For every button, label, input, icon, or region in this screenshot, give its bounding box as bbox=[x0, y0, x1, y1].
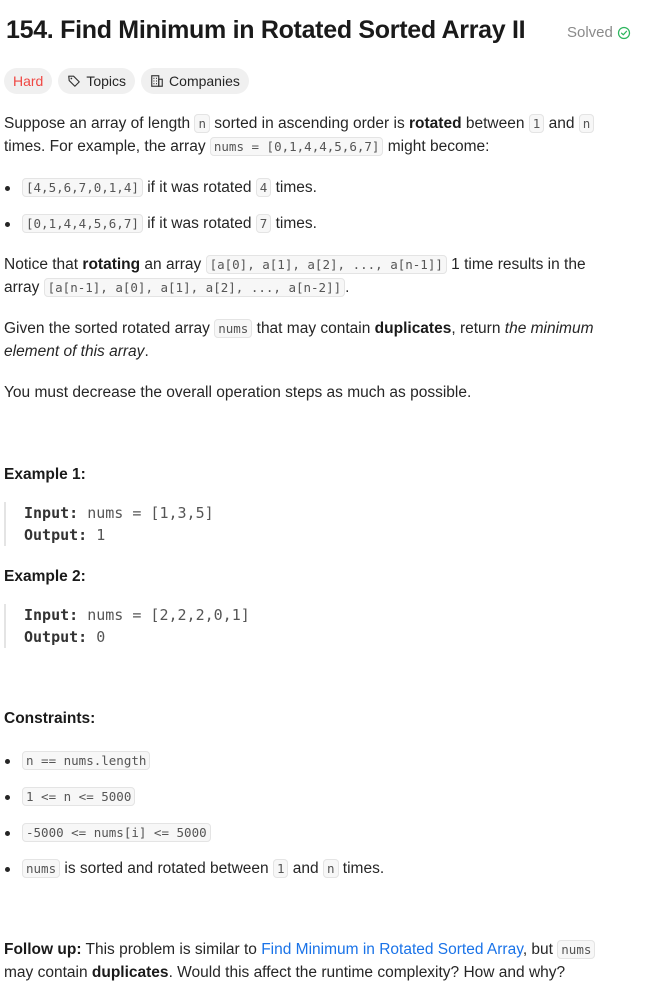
italic-text: element of this array bbox=[4, 343, 145, 360]
constraint-code: -5000 <= nums[i] <= 5000 bbox=[22, 823, 211, 842]
list-item bbox=[4, 749, 644, 772]
code-nums: nums bbox=[214, 319, 252, 338]
companies-button[interactable] bbox=[141, 68, 249, 94]
example-1-title: Example 1: bbox=[4, 466, 86, 483]
code-1: 1 bbox=[273, 859, 289, 878]
topics-button[interactable] bbox=[58, 68, 135, 94]
text: Given the sorted rotated array bbox=[4, 320, 215, 337]
text: This problem is similar to bbox=[81, 941, 262, 958]
followup-paragraph bbox=[4, 938, 644, 984]
code-array: [4,5,6,7,0,1,4] bbox=[22, 178, 143, 197]
code-count: 4 bbox=[256, 178, 272, 197]
text: , return bbox=[451, 320, 505, 337]
text: . bbox=[144, 343, 149, 360]
constraint-code: n == nums.length bbox=[22, 751, 150, 770]
text: times. bbox=[338, 860, 385, 877]
example-2-title: Example 2: bbox=[4, 568, 86, 585]
text: that may contain bbox=[252, 320, 375, 337]
paragraph-task bbox=[4, 317, 644, 363]
code-1: 1 bbox=[529, 114, 545, 133]
output-label: Output: bbox=[24, 628, 88, 646]
list-item bbox=[4, 176, 644, 199]
check-circle-icon bbox=[617, 26, 631, 40]
input-value: nums = [1,3,5] bbox=[78, 504, 214, 522]
input-label: Input: bbox=[24, 606, 79, 624]
input-label: Input: bbox=[24, 504, 79, 522]
paragraph-rotating bbox=[4, 253, 644, 299]
text: might become: bbox=[383, 138, 490, 155]
bold-rotated: rotated bbox=[409, 115, 462, 132]
text: . Would this affect the runtime complexity? How and why? bbox=[168, 964, 566, 981]
output-value: 1 bbox=[87, 526, 106, 544]
text: times. bbox=[271, 179, 317, 196]
example-1-block bbox=[4, 502, 645, 546]
code-nums-example: nums = [0,1,4,4,5,6,7] bbox=[210, 137, 384, 156]
text: between bbox=[461, 115, 529, 132]
paragraph-note bbox=[4, 381, 644, 404]
rotation-examples-list bbox=[4, 176, 644, 235]
list-item bbox=[4, 857, 644, 880]
text: sorted in ascending order is bbox=[209, 115, 409, 132]
code-n: n bbox=[323, 859, 339, 878]
text: Suppose an array of length bbox=[4, 115, 195, 132]
code-array-after: [a[n-1], a[0], a[1], a[2], ..., a[n-2]] bbox=[44, 278, 346, 297]
list-item bbox=[4, 821, 644, 844]
code-array: [0,1,4,4,5,6,7] bbox=[22, 214, 143, 233]
text: times. For example, the array bbox=[4, 138, 210, 155]
building-icon bbox=[150, 74, 164, 88]
text: array bbox=[4, 279, 44, 296]
note-text: You must decrease the overall operation steps as much as possible. bbox=[4, 384, 472, 401]
tag-icon bbox=[67, 74, 81, 88]
constraints-list bbox=[4, 749, 644, 880]
text: is sorted and rotated between bbox=[60, 860, 273, 877]
text: and bbox=[288, 860, 323, 877]
topics-label: Topics bbox=[86, 73, 127, 89]
input-value: nums = [2,2,2,0,1] bbox=[78, 606, 250, 624]
text: if it was rotated bbox=[142, 179, 256, 196]
code-nums: nums bbox=[557, 940, 595, 959]
text: times. bbox=[271, 215, 317, 232]
code-n: n bbox=[194, 114, 210, 133]
related-problem-link[interactable]: Find Minimum in Rotated Sorted Array bbox=[261, 941, 523, 958]
bold-duplicates: duplicates bbox=[374, 320, 452, 337]
solved-status bbox=[567, 24, 631, 41]
difficulty-badge[interactable]: Hard bbox=[4, 68, 52, 94]
problem-title: 154. Find Minimum in Rotated Sorted Array II bbox=[6, 16, 526, 44]
code-count: 7 bbox=[256, 214, 272, 233]
text: may contain bbox=[4, 964, 92, 981]
text: . bbox=[345, 279, 350, 296]
text: an array bbox=[140, 256, 206, 273]
code-n: n bbox=[579, 114, 595, 133]
constraint-code: 1 <= n <= 5000 bbox=[22, 787, 135, 806]
list-item bbox=[4, 212, 644, 235]
output-label: Output: bbox=[24, 526, 88, 544]
companies-label: Companies bbox=[169, 73, 240, 89]
list-item bbox=[4, 785, 644, 808]
solved-label: Solved bbox=[567, 24, 613, 41]
example-2-block bbox=[4, 604, 645, 648]
output-value: 0 bbox=[87, 628, 106, 646]
text: , but bbox=[522, 941, 558, 958]
paragraph-intro bbox=[4, 112, 644, 158]
bold-duplicates: duplicates bbox=[91, 964, 169, 981]
text: 1 time results in the bbox=[446, 256, 586, 273]
followup-label: Follow up: bbox=[4, 941, 82, 958]
title-row bbox=[6, 16, 642, 52]
bold-rotating: rotating bbox=[82, 256, 141, 273]
text: and bbox=[544, 115, 579, 132]
code-nums: nums bbox=[22, 859, 60, 878]
code-array-before: [a[0], a[1], a[2], ..., a[n-1]] bbox=[206, 255, 447, 274]
text: Notice that bbox=[4, 256, 83, 273]
italic-text: the minimum bbox=[504, 320, 594, 337]
constraints-title: Constraints: bbox=[4, 710, 96, 727]
text: if it was rotated bbox=[142, 215, 256, 232]
tag-row bbox=[4, 68, 249, 94]
